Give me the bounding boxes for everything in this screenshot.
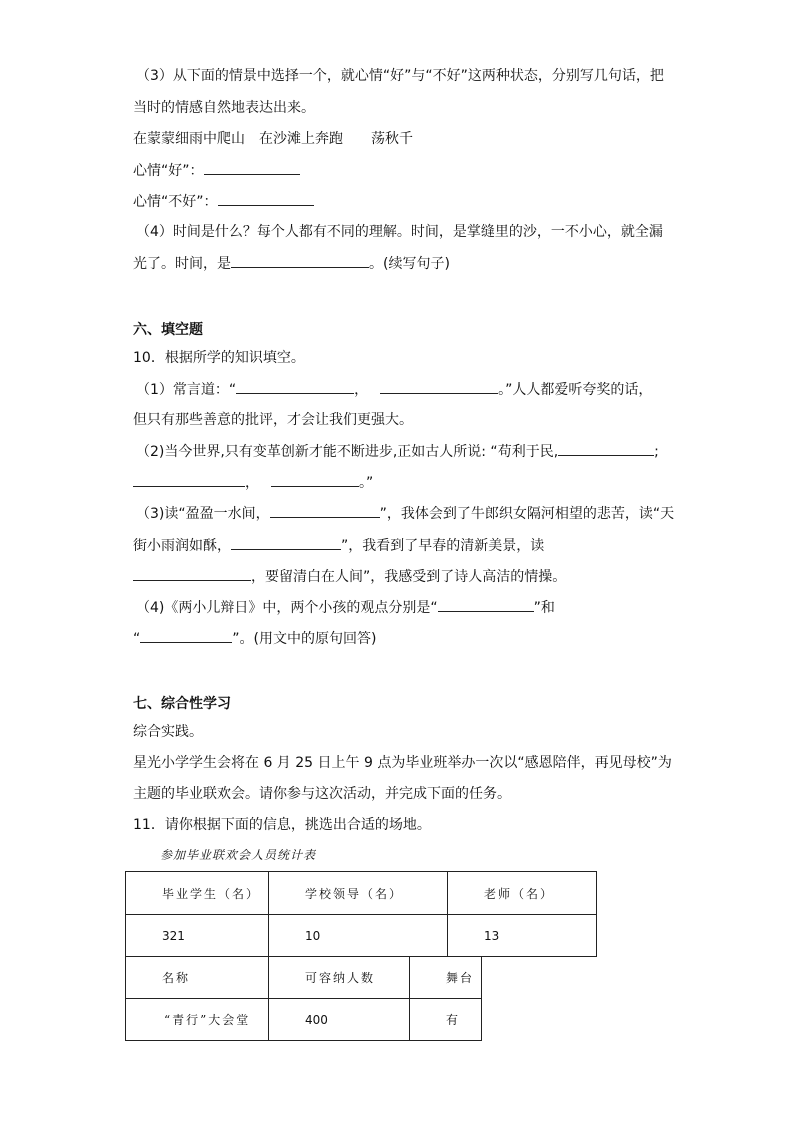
q3-options: 在蒙蒙细雨中爬山 在沙滩上奔跑 荡秋千	[133, 131, 413, 147]
q10-p3-text-d: ”，我看到了早春的清新美景，读	[341, 538, 545, 554]
attendee-table-header-row	[126, 872, 597, 915]
q10-p3-text-a: （3)读“盈盈一水间，	[136, 506, 270, 522]
header-graduates: 毕业学生（名）	[126, 872, 269, 915]
q10-p3-blank-2[interactable]	[231, 535, 341, 550]
q10-p4-line2	[133, 628, 376, 649]
q10-p4-text-c: “	[133, 631, 141, 647]
q3-line2: 当时的情感自然地表达出来。	[133, 100, 315, 116]
q4-line2	[133, 253, 450, 274]
header-venue-name: 名称	[126, 957, 269, 999]
q3-good-answer-blank[interactable]	[204, 160, 300, 175]
venue-table-value-row	[126, 999, 482, 1041]
q4-line2-text-b: 。(续写句子)	[369, 256, 450, 272]
q10-p3-text-b: ”，我体会到了牛郎织女隔河相望的悲苦，读“天	[379, 506, 675, 522]
header-leaders: 学校领导（名）	[269, 872, 448, 915]
q3-bad-row	[133, 191, 314, 212]
q10-p4-text-b: ”和	[533, 600, 555, 616]
q10-p1-text-c: 。”人人都爱听夸奖的话，	[498, 382, 653, 398]
q10-p2-line1	[136, 441, 659, 462]
value-teachers: 13	[448, 915, 597, 957]
q10-p1-line2: 但只有那些善意的批评，才会让我们更强大。	[133, 412, 413, 428]
q3-good-row	[133, 160, 300, 181]
q10-p2-text-d: 。”	[359, 475, 374, 491]
q10-p4-blank-2[interactable]	[140, 628, 232, 643]
q10-p2-blank-1[interactable]	[558, 441, 654, 456]
attendee-table-value-row	[126, 915, 597, 957]
header-capacity: 可容纳人数	[269, 957, 410, 999]
section7-sub: 综合实践。	[133, 724, 203, 740]
q10-p1-line1	[136, 379, 652, 400]
q10-p3-line1	[136, 503, 674, 524]
value-venue-name: “青行”大会堂	[126, 999, 269, 1041]
value-leaders: 10	[269, 915, 448, 957]
section7-intro-line1: 星光小学学生会将在 6 月 25 日上午 9 点为毕业班举办一次以“感恩陪伴，再见母校”为	[133, 755, 672, 771]
q10-p3-line2	[133, 535, 544, 556]
q10-p1-blank-2[interactable]	[380, 379, 498, 394]
attendee-table	[125, 871, 597, 957]
q3-line1: （3）从下面的情景中选择一个，就心情“好”与“不好”这两种状态，分别写几句话，把	[136, 68, 664, 84]
value-graduates: 321	[126, 915, 269, 957]
header-teachers: 老师（名）	[448, 872, 597, 915]
q10-p1-blank-1[interactable]	[236, 379, 354, 394]
section7-intro-line2: 主题的毕业联欢会。请你参与这次活动，并完成下面的任务。	[133, 786, 511, 802]
section6-title: 六、填空题	[133, 322, 203, 338]
value-capacity: 400	[269, 999, 410, 1041]
q10-p2-text-c: ，	[245, 475, 259, 491]
q10-p3-line3	[133, 566, 566, 587]
q10-p2-blank-2[interactable]	[133, 472, 245, 487]
header-stage: 舞台	[410, 957, 482, 999]
q10-p2-line2	[133, 472, 373, 493]
q10-p3-blank-3[interactable]	[133, 566, 251, 581]
q4-answer-blank[interactable]	[231, 253, 369, 268]
q10-p4-text-a: （4)《两小儿辩日》中，两个小孩的观点分别是“	[136, 600, 438, 616]
q3-good-label: 心情“好”：	[133, 163, 204, 179]
q10-p4-blank-1[interactable]	[438, 597, 534, 612]
q4-line1: （4）时间是什么？每个人都有不同的理解。时间，是掌缝里的沙，一不小心，就全漏	[136, 224, 663, 240]
value-stage: 有	[410, 999, 482, 1041]
q4-line2-text-a: 光了。时间，是	[133, 256, 231, 272]
venue-table-header-row	[126, 957, 482, 999]
q3-bad-label: 心情“不好”：	[133, 194, 218, 210]
q10-p1-text-b: ，	[354, 382, 369, 398]
q10-p2-text-b: ;	[654, 444, 659, 460]
q3-bad-answer-blank[interactable]	[218, 191, 314, 206]
section7-title: 七、综合性学习	[133, 696, 231, 712]
q10-p4-line1	[136, 597, 555, 618]
q10-p3-blank-1[interactable]	[270, 503, 380, 518]
q10-intro: 10．根据所学的知识填空。	[133, 350, 305, 366]
q10-p3-text-e: ，要留清白在人间”，我感受到了诗人高洁的情操。	[251, 569, 567, 585]
q10-p3-text-c: 街小雨润如酥，	[133, 538, 231, 554]
q10-p1-text-a: （1）常言道：“	[136, 382, 237, 398]
q10-p2-blank-3[interactable]	[271, 472, 359, 487]
q10-p2-text-a: （2)当今世界,只有变革创新才能不断进步,正如古人所说: “苟利于民,	[136, 444, 559, 460]
q10-p4-text-d: ”。(用文中的原句回答)	[232, 631, 377, 647]
q11-prompt: 11．请你根据下面的信息，挑选出合适的场地。	[133, 817, 431, 833]
venue-table	[125, 956, 482, 1041]
table-caption: 参加毕业联欢会人员统计表	[160, 848, 317, 862]
